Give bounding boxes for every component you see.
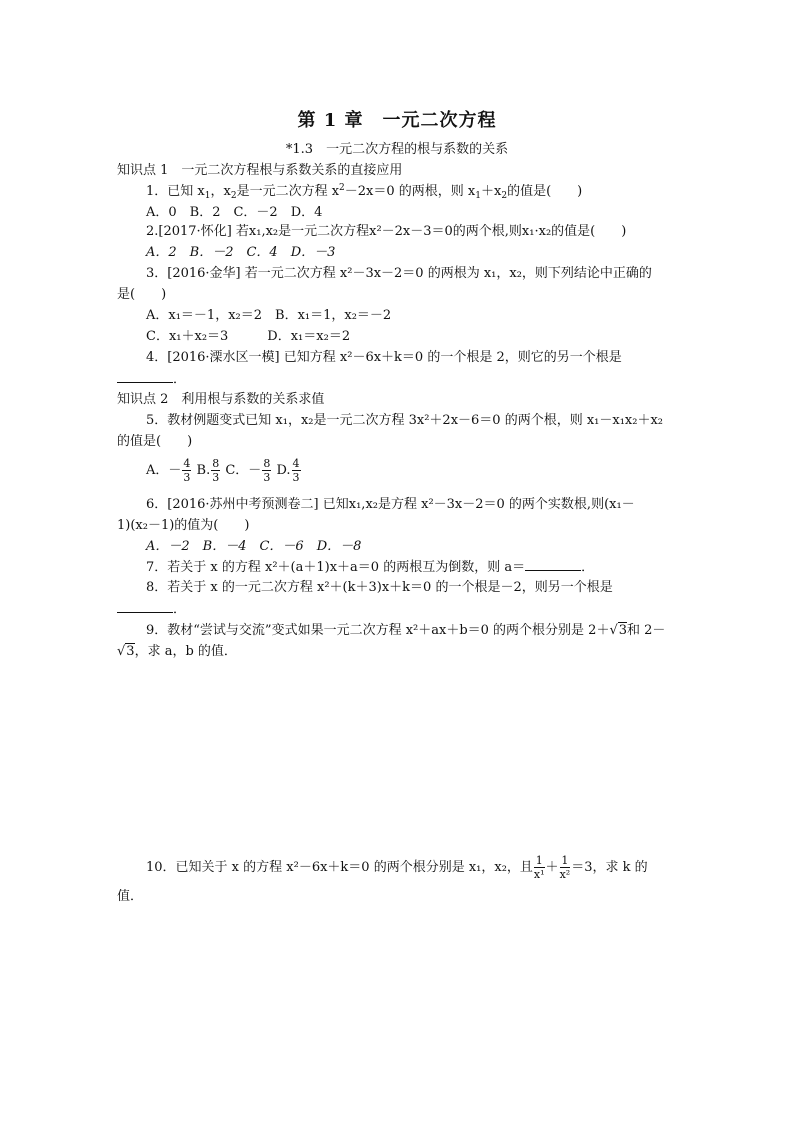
question-2-stem: 2.[2017·怀化] 若x₁,x₂是一元二次方程x²－2x－3＝0的两个根,则x₁·x₂的值是( )	[146, 224, 627, 239]
sqrt-icon: √	[117, 644, 126, 659]
question-10-stem: 10．已知关于 x 的方程 x²－6x＋k＝0 的两个根分别是 x₁，x₂，且 $\frac{1}{\text{x¹}}$ ＋ $\frac{1}{\text{x²}}$ ＝3，求 k 的	[146, 854, 648, 881]
question-7-stem: 7．若关于 x 的方程 x²＋(a＋1)x＋a＝0 的两根互为倒数，则 a＝ ．	[146, 560, 595, 575]
answer-blank[interactable]	[525, 558, 581, 571]
question-4-stem-line2: ．	[117, 370, 186, 389]
fraction: $\frac{8}{3}$	[212, 457, 220, 484]
answer-blank[interactable]	[117, 600, 173, 613]
knowledge-point-2-heading: 知识点 2 利用根与系数的关系求值	[117, 392, 325, 407]
question-1-options: A．0 B．2 C．－2 D．4	[146, 205, 323, 220]
answer-blank[interactable]	[117, 370, 173, 383]
question-8-stem-line2: ．	[117, 600, 186, 619]
question-9-stem-line2: √3，求 a，b 的值．	[117, 644, 237, 659]
question-3-options-line1: A．x₁＝－1，x₂＝2 B．x₁＝1，x₂＝－2	[146, 308, 392, 323]
section-subtitle: *1.3 一元二次方程的根与系数的关系	[285, 142, 509, 157]
fraction: $\frac{4}{3}$	[183, 457, 191, 484]
question-3-stem-line2: 是( )	[117, 287, 167, 302]
fraction: $\frac{8}{3}$	[263, 457, 271, 484]
question-9-stem-line1: 9．教材“尝试与交流”变式如果一元二次方程 x²＋ax＋b＝0 的两个根分别是 2＋√3和 2－	[146, 623, 666, 638]
question-6-stem-line1: 6．[2016·苏州中考预测卷二] 已知x₁,x₂是方程 x²－3x－2＝0 的两个实数根,则(x₁－	[146, 497, 635, 512]
question-4-stem-line1: 4．[2016·溧水区一模] 已知方程 x²－6x＋k＝0 的一个根是 2，则它的另一个根是	[146, 350, 622, 365]
question-5-stem-line2: 的值是( )	[117, 434, 193, 449]
question-2-options: A．2 B．－2 C．4 D．－3	[146, 245, 336, 260]
chapter-title: 第 1 章 一元二次方程	[297, 110, 497, 131]
fraction: $\frac{1}{\text{x²}}$	[559, 854, 571, 881]
question-3-options-line2: C．x₁＋x₂＝3 D．x₁＝x₂＝2	[146, 329, 351, 344]
question-6-options: A．－2 B．－4 C．－6 D．－8	[146, 539, 362, 554]
question-5-options: A．－ $\frac{4}{3}$ B. $\frac{8}{3}$ C．－ $\frac{8}{3}$ D. $\frac{4}{3}$	[146, 457, 300, 484]
question-8-stem-line1: 8．若关于 x 的一元二次方程 x²＋(k＋3)x＋k＝0 的一个根是－2，则另一个根是	[146, 580, 613, 595]
question-6-stem-line2: 1)(x₂－1)的值为( )	[117, 518, 250, 533]
question-5-stem-line1: 5．教材例题变式已知 x₁，x₂是一元二次方程 3x²＋2x－6＝0 的两个根，则 x₁－x₁x₂＋x₂	[146, 413, 664, 428]
fraction: $\frac{4}{3}$	[292, 457, 300, 484]
question-3-stem-line1: 3．[2016·金华] 若一元二次方程 x²－3x－2＝0 的两根为 x₁，x₂，则下列结论中正确的	[146, 266, 652, 281]
sqrt-icon: √	[609, 623, 618, 638]
question-10-stem-line2: 值．	[117, 889, 144, 904]
fraction: $\frac{1}{\text{x¹}}$	[533, 854, 545, 881]
question-1-stem: 1．已知 $x_1$，$x_2$是一元二次方程 $x^2-2x=0$ 的两根，则 $x_1+x_2$的值是( )	[146, 183, 583, 201]
knowledge-point-1-heading: 知识点 1 一元二次方程根与系数关系的直接应用	[117, 163, 403, 178]
